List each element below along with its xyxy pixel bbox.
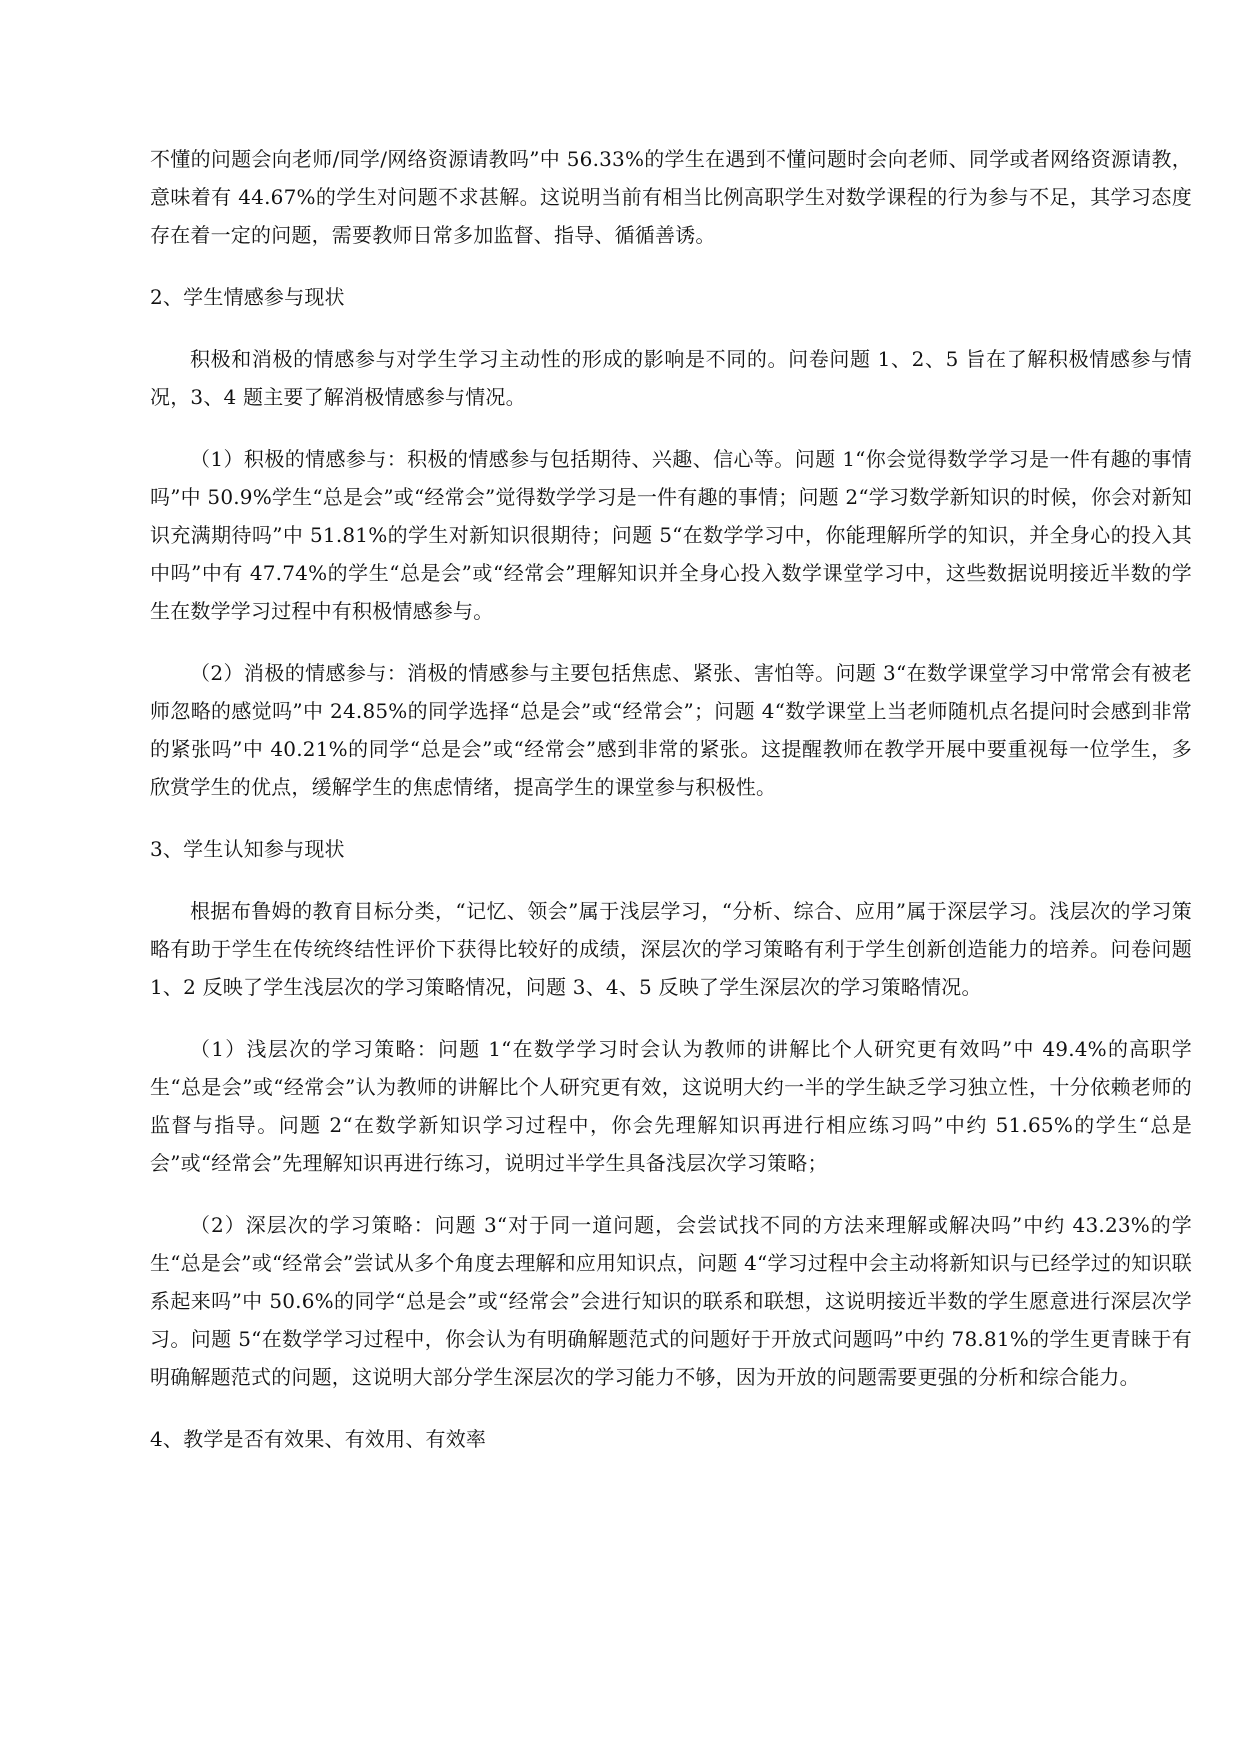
paragraph-emotional-intro: 积极和消极的情感参与对学生学习主动性的形成的影响是不同的。问卷问题 1、2、5 旨在了解积极情感参与情况，3、4 题主要了解消极情感参与情况。: [150, 347, 1192, 409]
paragraph-cognitive-intro: 根据布鲁姆的教育目标分类，“记忆、领会”属于浅层学习，“分析、综合、应用”属于深层学习。浅层次的学习策略有助于学生在传统终结性评价下获得比较好的成绩，深层次的学习策略有利于学生创新创造能力的培养。问卷问题 1、2 反映了学生浅层次的学习策略情况，问题 3、4、5 反映了学生深层次的学习策略情况。: [150, 899, 1192, 999]
section-heading-teaching-effectiveness: 4、教学是否有效果、有效用、有效率: [150, 1427, 487, 1451]
paragraph-behavior-participation-end: 不懂的问题会向老师/同学/网络资源请教吗”中 56.33%的学生在遇到不懂问题时会向老师、同学或者网络资源请教，意味着有 44.67%的学生对问题不求甚解。这说明当前有相当比例高职学生对数学课程的行为参与不足，其学习态度存在着一定的问题，需要教师日常多加监督、指导、循循善诱。: [150, 147, 1192, 247]
paragraph-deep-strategy: （2）深层次的学习策略：问题 3“对于同一道问题，会尝试找不同的方法来理解或解决吗”中约 43.23%的学生“总是会”或“经常会”尝试从多个角度去理解和应用知识点，问题 4“学习过程中会主动将新知识与已经学过的知识联系起来吗”中 50.6%的同学“总是会”或“经常会”会进行知识的联系和联想，这说明接近半数的学生愿意进行深层次学习。问题 5“在数学学习过程中，你会认为有明确解题范式的问题好于开放式问题吗”中约 78.81%的学生更青睐于有明确解题范式的问题，这说明大部分学生深层次的学习能力不够，因为开放的问题需要更强的分析和综合能力。: [150, 1213, 1192, 1389]
paragraph-negative-emotion: （2）消极的情感参与：消极的情感参与主要包括焦虑、紧张、害怕等。问题 3“在数学课堂学习中常常会有被老师忽略的感觉吗”中 24.85%的同学选择“总是会”或“经常会”；问题 4“数学课堂上当老师随机点名提问时会感到非常的紧张吗”中 40.21%的同学“总是会”或“经常会”感到非常的紧张。这提醒教师在教学开展中要重视每一位学生，多欣赏学生的优点，缓解学生的焦虑情绪，提高学生的课堂参与积极性。: [150, 661, 1192, 799]
document-page: [150, 140, 1192, 1482]
section-heading-cognitive-participation: 3、学生认知参与现状: [150, 837, 345, 861]
paragraph-positive-emotion: （1）积极的情感参与：积极的情感参与包括期待、兴趣、信心等。问题 1“你会觉得数学学习是一件有趣的事情吗”中 50.9%学生“总是会”或“经常会”觉得数学学习是一件有趣的事情；问题 2“学习数学新知识的时候，你会对新知识充满期待吗”中 51.81%的学生对新知识很期待；问题 5“在数学学习中，你能理解所学的知识，并全身心的投入其中吗”中有 47.74%的学生“总是会”或“经常会”理解知识并全身心投入数学课堂学习中，这些数据说明接近半数的学生在数学学习过程中有积极情感参与。: [150, 447, 1192, 623]
paragraph-shallow-strategy: （1）浅层次的学习策略：问题 1“在数学学习时会认为教师的讲解比个人研究更有效吗”中 49.4%的高职学生“总是会”或“经常会”认为教师的讲解比个人研究更有效，这说明大约一半的学生缺乏学习独立性，十分依赖老师的监督与指导。问题 2“在数学新知识学习过程中，你会先理解知识再进行相应练习吗”中约 51.65%的学生“总是会”或“经常会”先理解知识再进行练习，说明过半学生具备浅层次学习策略；: [150, 1037, 1192, 1175]
section-heading-emotional-participation: 2、学生情感参与现状: [150, 285, 345, 309]
